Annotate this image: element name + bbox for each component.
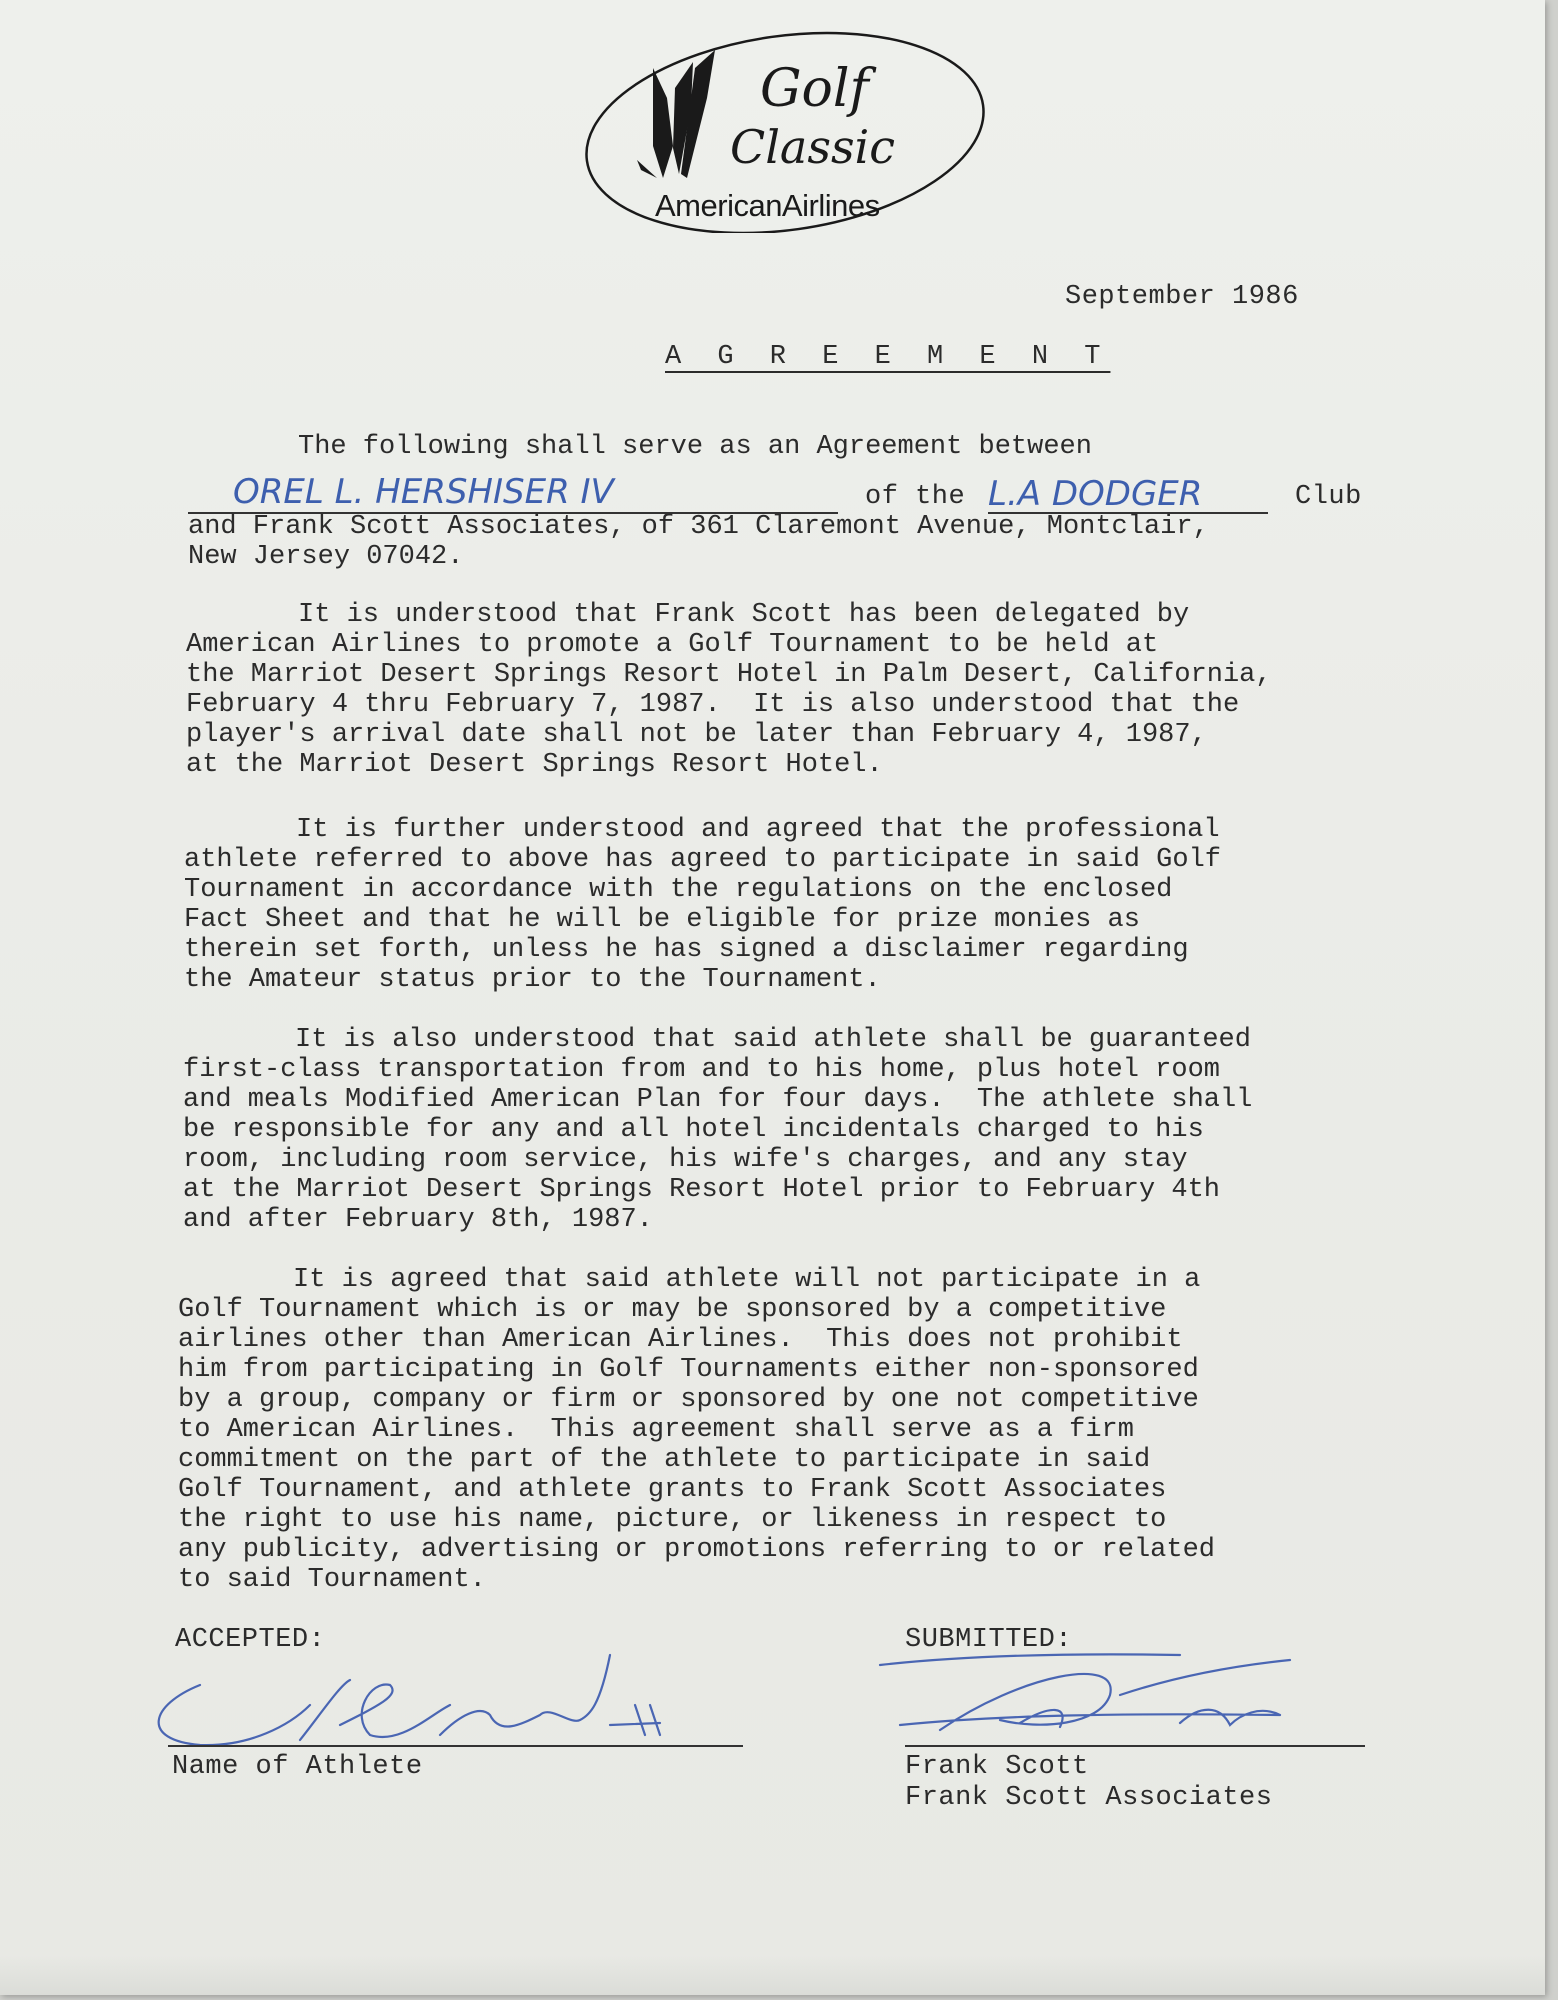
intro-line-3: and Frank Scott Associates, of 361 Claremont Avenue, Montclair, — [188, 512, 1209, 542]
paragraph-line: to American Airlines. This agreement shall serve as a firm — [178, 1415, 1134, 1445]
paragraph-line: Fact Sheet and that he will be eligible for prize monies as — [184, 905, 1140, 935]
paragraph-line: at the Marriot Desert Springs Resort Hotel. — [186, 750, 883, 780]
paragraph-line: It is agreed that said athlete will not participate in a — [293, 1265, 1201, 1295]
paragraph-line: February 4 thru February 7, 1987. It is also understood that the — [186, 690, 1240, 720]
athlete-signature-icon — [140, 1645, 760, 1755]
submitter-org: Frank Scott Associates — [905, 1783, 1273, 1813]
paragraph-line: It is understood that Frank Scott has been delegated by — [298, 600, 1190, 630]
intro-line-4: New Jersey 07042. — [188, 542, 464, 572]
athlete-signature-rule — [168, 1745, 743, 1747]
paragraph-line: first-class transportation from and to his home, plus hotel room — [183, 1055, 1220, 1085]
paragraph-line: the right to use his name, picture, or likeness in respect to — [178, 1505, 1167, 1535]
paragraph-line: American Airlines to promote a Golf Tournament to be held at — [186, 630, 1159, 660]
paragraph-line: be responsible for any and all hotel incidentals charged to his — [183, 1115, 1204, 1145]
paragraph-line: airlines other than American Airlines. This does not prohibit — [178, 1325, 1183, 1355]
submitted-label: SUBMITTED: — [905, 1625, 1073, 1655]
paragraph-line: any publicity, advertising or promotions referring to or related — [178, 1535, 1215, 1565]
intro-line-1: The following shall serve as an Agreement between — [298, 432, 1092, 462]
paragraph-line: athlete referred to above has agreed to participate in said Golf — [184, 845, 1221, 875]
document-date: September 1986 — [1065, 282, 1299, 312]
submitter-signature-rule — [905, 1745, 1365, 1747]
paragraph-line: at the Marriot Desert Springs Resort Hotel prior to February 4th — [183, 1175, 1220, 1205]
of-the-text: of the — [865, 482, 966, 512]
paragraph-line: It is also understood that said athlete shall be guaranteed — [295, 1025, 1251, 1055]
paragraph-line: It is further understood and agreed that the professional — [296, 815, 1220, 845]
paragraph-line: Golf Tournament, and athlete grants to Frank Scott Associates — [178, 1475, 1167, 1505]
athlete-caption: Name of Athlete — [172, 1752, 423, 1782]
paragraph-line: commitment on the part of the athlete to participate in said — [178, 1445, 1151, 1475]
club-text: Club — [1295, 482, 1362, 512]
submitter-name: Frank Scott — [905, 1752, 1089, 1782]
club-name-handwritten: L.A DODGER — [988, 474, 1203, 514]
american-airlines-golf-classic-logo — [575, 28, 995, 233]
paragraph-line: to said Tournament. — [178, 1565, 486, 1595]
accepted-signature-block — [140, 1625, 760, 1785]
submitted-signature-block — [820, 1625, 1380, 1825]
paragraph-line: and after February 8th, 1987. — [183, 1205, 653, 1235]
paragraph-line: room, including room service, his wife's charges, and any stay — [183, 1145, 1188, 1175]
paragraph-line: Tournament in accordance with the regulations on the enclosed — [184, 875, 1173, 905]
paragraph-line: Golf Tournament which is or may be sponsored by a competitive — [178, 1295, 1167, 1325]
accepted-label: ACCEPTED: — [175, 1625, 326, 1655]
paragraph-line: and meals Modified American Plan for four days. The athlete shall — [183, 1085, 1253, 1115]
document-title: A G R E E M E N T — [665, 342, 1111, 372]
paragraph-line: by a group, company or firm or sponsored by one not competitive — [178, 1385, 1199, 1415]
logo-golf-script: Golf — [760, 59, 869, 119]
paragraph-line: him from participating in Golf Tournaments either non-sponsored — [178, 1355, 1199, 1385]
paragraph-line: player's arrival date shall not be later than February 4, 1987, — [186, 720, 1207, 750]
logo-brand-text: AmericanAirlines — [655, 188, 880, 223]
submitter-signature-icon — [820, 1635, 1380, 1750]
paragraph-line: therein set forth, unless he has signed a disclaimer regarding — [184, 935, 1189, 965]
athlete-name-handwritten: OREL L. HERSHISER IV — [233, 472, 614, 512]
paragraph-line: the Marriot Desert Springs Resort Hotel in Palm Desert, California, — [186, 660, 1272, 690]
paragraph-line: the Amateur status prior to the Tournament. — [184, 965, 881, 995]
logo-classic-script: Classic — [730, 120, 896, 174]
